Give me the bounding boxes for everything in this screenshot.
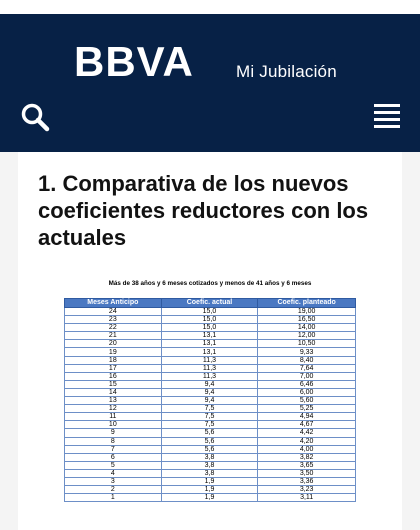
table-row (65, 316, 356, 324)
table-cell: 19,00 (258, 308, 356, 316)
table-row (65, 372, 356, 380)
table-row (65, 364, 356, 372)
table-cell: 3,50 (258, 469, 356, 477)
table-cell: 5 (65, 461, 162, 469)
table-cell: 3,8 (161, 453, 258, 461)
table-cell: 7 (65, 445, 162, 453)
table-cell: 10 (65, 421, 162, 429)
table-cell: 5,6 (161, 429, 258, 437)
table-row (65, 405, 356, 413)
table-cell: 3,65 (258, 461, 356, 469)
table-cell: 7,64 (258, 364, 356, 372)
table-cell: 6 (65, 453, 162, 461)
table-cell: 15 (65, 380, 162, 388)
site-header (0, 14, 420, 152)
table-cell: 24 (65, 308, 162, 316)
table-cell: 10,50 (258, 340, 356, 348)
table-cell: 3,8 (161, 469, 258, 477)
table-cell: 9 (65, 429, 162, 437)
table-cell: 12,00 (258, 332, 356, 340)
table-cell: 7,5 (161, 413, 258, 421)
table-cell: 5,6 (161, 445, 258, 453)
search-icon (20, 102, 50, 132)
site-subtitle: Mi Jubilación (236, 62, 337, 81)
table-cell: 6,46 (258, 380, 356, 388)
table-cell: 15,0 (161, 324, 258, 332)
table-cell: 20 (65, 340, 162, 348)
column-header: Coefic. planteado (258, 299, 356, 308)
table-row (65, 340, 356, 348)
table-row (65, 486, 356, 494)
table-row (65, 413, 356, 421)
table-cell: 8 (65, 437, 162, 445)
table-header-row (65, 299, 356, 308)
hamburger-menu-icon (374, 102, 400, 130)
table-cell: 14,00 (258, 324, 356, 332)
table-body (65, 308, 356, 502)
table-cell: 16 (65, 372, 162, 380)
table-row (65, 477, 356, 485)
table-cell: 3,82 (258, 453, 356, 461)
table-row (65, 421, 356, 429)
column-header: Meses Anticipo (65, 299, 162, 308)
table-cell: 1 (65, 494, 162, 502)
table-cell: 3,36 (258, 477, 356, 485)
table-row (65, 380, 356, 388)
table-cell: 9,4 (161, 388, 258, 396)
table-row (65, 324, 356, 332)
table-row (65, 461, 356, 469)
table-cell: 1,9 (161, 494, 258, 502)
table-row (65, 469, 356, 477)
table-cell: 8,40 (258, 356, 356, 364)
table-cell: 14 (65, 388, 162, 396)
top-strip (0, 0, 420, 14)
coefficients-table (64, 298, 356, 502)
table-cell: 1,9 (161, 486, 258, 494)
table-row (65, 445, 356, 453)
table-cell: 17 (65, 364, 162, 372)
table-cell: 22 (65, 324, 162, 332)
table-cell: 4,20 (258, 437, 356, 445)
table-row (65, 397, 356, 405)
table-cell: 4,42 (258, 429, 356, 437)
table-cell: 9,4 (161, 380, 258, 388)
table-cell: 3 (65, 477, 162, 485)
table-cell: 18 (65, 356, 162, 364)
bbva-logo-graphic (74, 40, 204, 84)
table-cell: 5,6 (161, 437, 258, 445)
table-cell: 7,5 (161, 421, 258, 429)
bbva-logo-text: BBVA (74, 40, 194, 84)
table-cell: 13 (65, 397, 162, 405)
table-row (65, 348, 356, 356)
table-row (65, 332, 356, 340)
table-cell: 12 (65, 405, 162, 413)
table-cell: 21 (65, 332, 162, 340)
table-cell: 1,9 (161, 477, 258, 485)
table-row (65, 388, 356, 396)
table-cell: 23 (65, 316, 162, 324)
table-cell: 11,3 (161, 372, 258, 380)
table-row (65, 308, 356, 316)
table-caption: Más de 38 años y 6 meses cotizados y menos de 41 años y 6 meses (108, 280, 312, 287)
table-cell: 5,25 (258, 405, 356, 413)
table-cell: 15,0 (161, 316, 258, 324)
search-button[interactable] (20, 102, 50, 132)
table-cell: 9,33 (258, 348, 356, 356)
table-row (65, 437, 356, 445)
table-row (65, 494, 356, 502)
article-title: 1. Comparativa de los nuevos coeficientes reductores con los actuales (38, 171, 369, 250)
table-cell: 11,3 (161, 364, 258, 372)
bbva-logo[interactable] (74, 40, 204, 84)
table-cell: 13,1 (161, 332, 258, 340)
table-cell: 4 (65, 469, 162, 477)
table-cell: 19 (65, 348, 162, 356)
table-row (65, 356, 356, 364)
table-cell: 3,11 (258, 494, 356, 502)
table-cell: 9,4 (161, 397, 258, 405)
table-cell: 3,23 (258, 486, 356, 494)
table-cell: 16,50 (258, 316, 356, 324)
table-cell: 7,5 (161, 405, 258, 413)
table-row (65, 453, 356, 461)
table-cell: 13,1 (161, 340, 258, 348)
table-cell: 13,1 (161, 348, 258, 356)
table-row (65, 429, 356, 437)
table-cell: 5,60 (258, 397, 356, 405)
table-cell: 4,00 (258, 445, 356, 453)
table-cell: 7,00 (258, 372, 356, 380)
table-cell: 4,94 (258, 413, 356, 421)
table-cell: 15,0 (161, 308, 258, 316)
table-cell: 11,3 (161, 356, 258, 364)
table-cell: 3,8 (161, 461, 258, 469)
menu-button[interactable] (374, 102, 400, 130)
table-cell: 6,00 (258, 388, 356, 396)
table-cell: 11 (65, 413, 162, 421)
column-header: Coefic. actual (161, 299, 258, 308)
table-cell: 2 (65, 486, 162, 494)
table-cell: 4,67 (258, 421, 356, 429)
